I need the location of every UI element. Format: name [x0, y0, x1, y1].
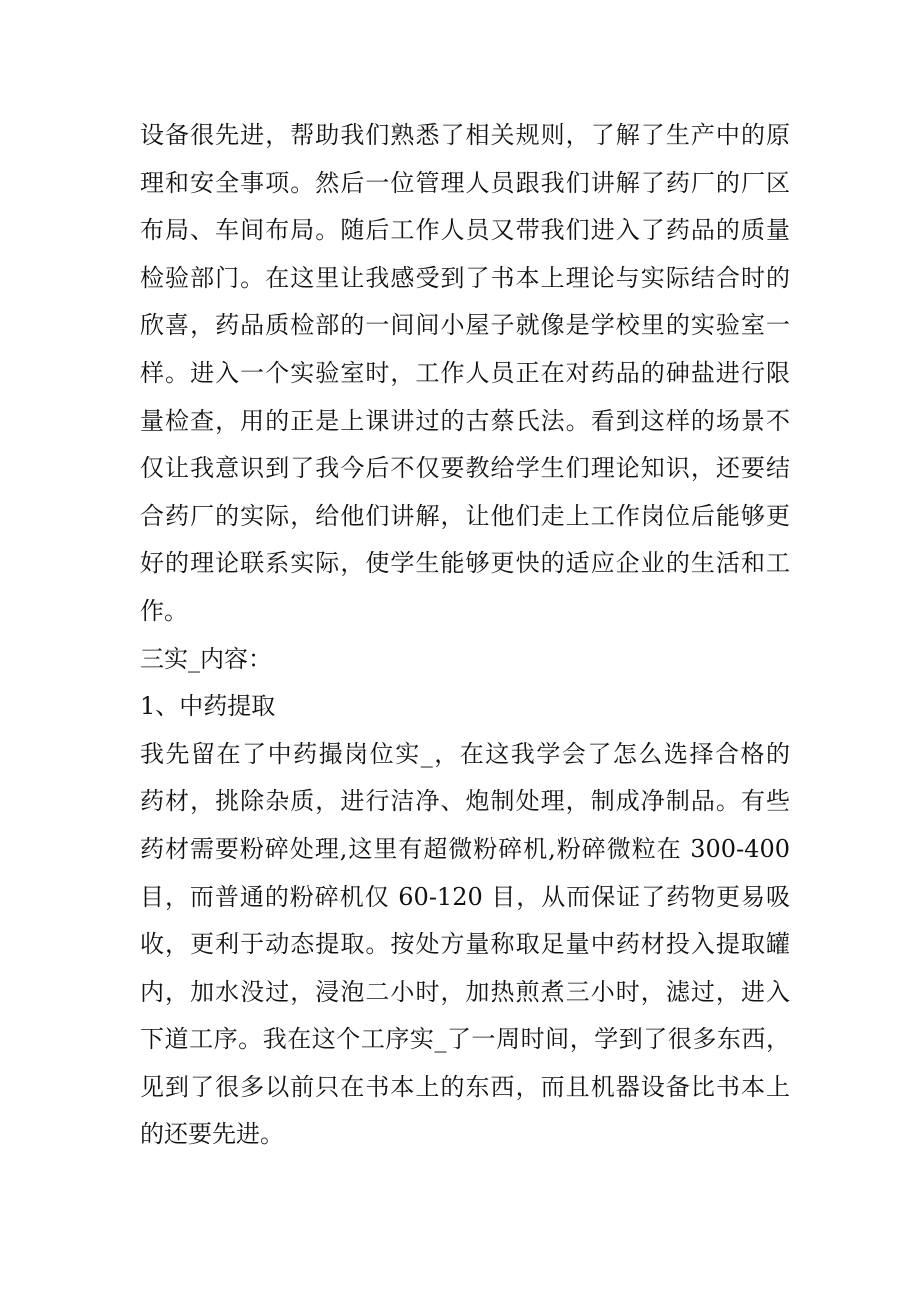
- text-line: 见到了很多以前只在书本上的东西，而且机器设备比书本上: [140, 1072, 790, 1101]
- text-line: 我先留在了中药撮岗位实_，在这我学会了怎么选择合格的: [140, 739, 790, 768]
- item-heading: 1、中药提取: [140, 692, 276, 721]
- text-line: 量检查，用的正是上课讲过的古蔡氏法。看到这样的场景不: [140, 406, 790, 435]
- document-body: [140, 112, 790, 1159]
- section-heading: 三实_内容：: [140, 644, 272, 673]
- text-line: 的还要先进。: [140, 1120, 284, 1149]
- text-line: 欣喜，药品质检部的一间间小屋子就像是学校里的实验室一: [140, 311, 790, 340]
- text-line: 合药厂的实际，给他们讲解，让他们走上工作岗位后能够更: [140, 501, 790, 530]
- text-line: 药材，挑除杂质，进行洁净、炮制处理，制成净制品。有些: [140, 787, 790, 816]
- text-line: 仅让我意识到了我今后不仅要教给学生们理论知识，还要结: [140, 454, 790, 483]
- paragraph-herbal-extraction: [140, 731, 790, 1159]
- text-line: 检验部门。在这里让我感受到了书本上理论与实际结合时的: [140, 263, 790, 292]
- text-line: 好的理论联系实际，使学生能够更快的适应企业的生活和工: [140, 549, 790, 578]
- text-line: 下道工序。我在这个工序实_了一周时间，学到了很多东西，: [140, 1025, 790, 1054]
- text-line: 收，更利于动态提取。按处方量称取足量中药材投入提取罐: [140, 930, 790, 959]
- text-line: 设备很先进，帮助我们熟悉了相关规则，了解了生产中的原: [140, 121, 790, 149]
- text-line: 内，加水没过，浸泡二小时，加热煎煮三小时，滤过，进入: [140, 977, 790, 1006]
- text-line: 布局、车间布局。随后工作人员又带我们进入了药品的质量: [140, 216, 790, 245]
- text-line: 样。进入一个实验室时，工作人员正在对药品的砷盐进行限: [140, 358, 790, 387]
- text-line: 目，而普通的粉碎机仅 60-120 目，从而保证了药物更易吸: [140, 882, 790, 911]
- text-line: 作。: [140, 596, 188, 625]
- text-line: 药材需要粉碎处理,这里有超微粉碎机,粉碎微粒在 300-400: [140, 834, 790, 863]
- text-line: 理和安全事项。然后一位管理人员跟我们讲解了药厂的厂区: [140, 168, 790, 197]
- paragraph-practice-overview: [140, 112, 790, 636]
